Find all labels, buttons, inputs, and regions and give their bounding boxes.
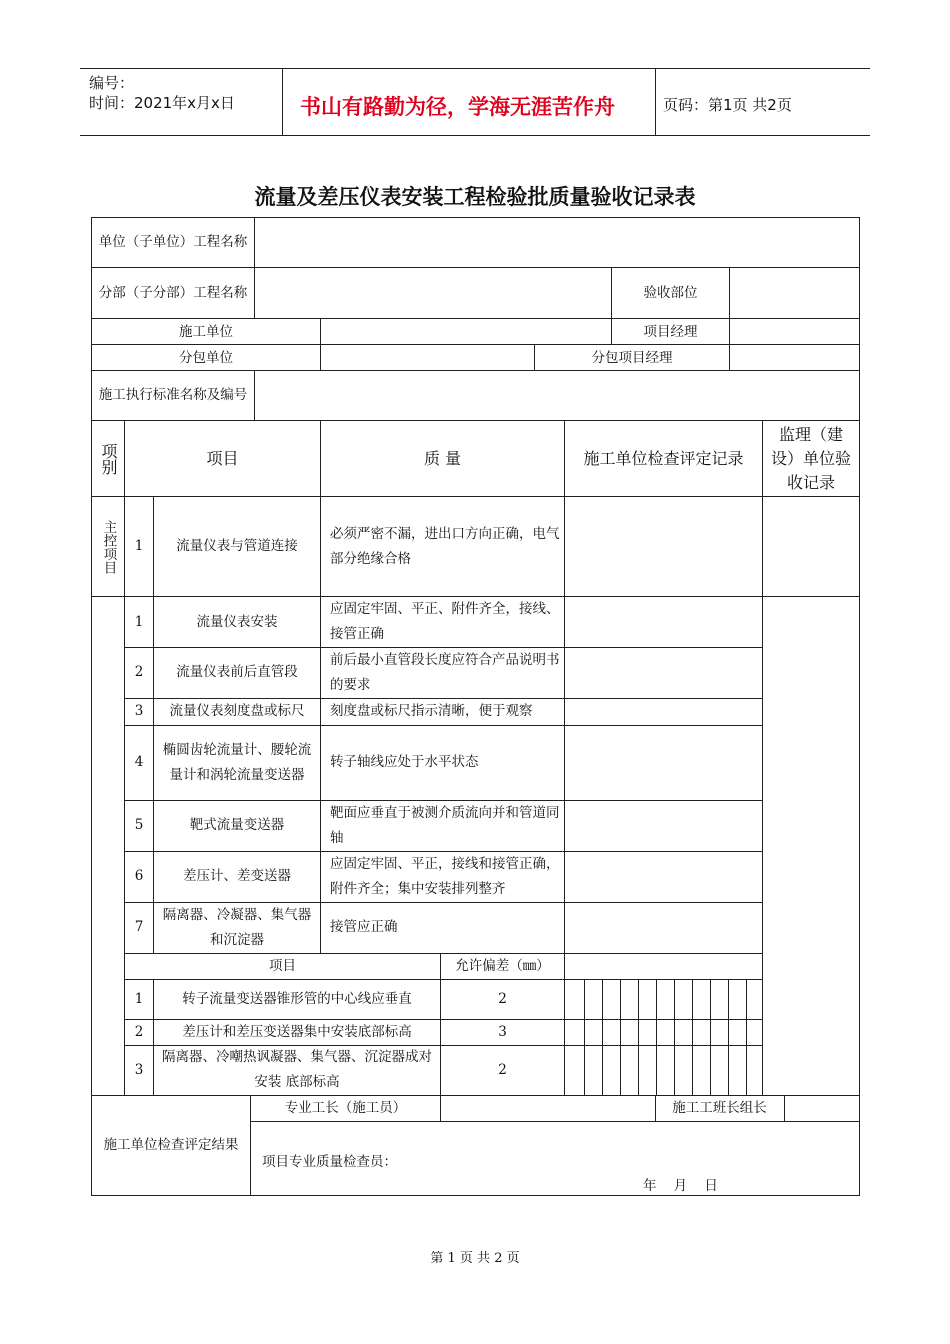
tolerance-row-value: 3 — [498, 1023, 507, 1040]
tolerance-row-value: 2 — [498, 1061, 507, 1078]
subcontract-manager-label: 分包项目经理 — [591, 349, 673, 366]
result-label: 施工单位检查评定结果 — [103, 1137, 239, 1153]
grid-line — [656, 979, 657, 1096]
grid-line — [440, 1095, 441, 1122]
supervision-record-header: 监理（建设）单位验收记录 — [770, 424, 851, 492]
general-item-name: 流量仪表安装 — [196, 613, 278, 630]
construction-record-header: 施工单位检查评定记录 — [583, 449, 744, 468]
tolerance-row-no: 1 — [134, 990, 144, 1007]
grid-line — [602, 979, 603, 1096]
construction-unit-label: 施工单位 — [179, 323, 233, 340]
general-item-name: 流量仪表刻度盘或标尺 — [169, 703, 305, 719]
grid-line — [638, 979, 639, 1096]
inspector-label: 项目专业质量检查员： — [262, 1154, 397, 1170]
general-item-name: 流量仪表前后直管段 — [176, 664, 298, 680]
grid-line — [254, 370, 255, 421]
general-item-quality: 靶面应垂直于被测介质流向并和管道同轴 — [330, 804, 560, 846]
tolerance-row-value: 2 — [498, 990, 507, 1007]
general-item-name: 隔离器、冷凝器、集气器和沉淀器 — [162, 906, 312, 948]
grid-line — [728, 979, 729, 1096]
main-control-item: 流量仪表与管道连接 — [176, 538, 298, 554]
general-item-name: 靶式流量变送器 — [189, 817, 285, 833]
grid-line — [91, 1195, 860, 1196]
document-code-label: 编号： — [89, 74, 135, 92]
page-info: 页码：第1页 共2页 — [663, 96, 792, 114]
grid-line — [746, 979, 747, 1096]
grid-line — [692, 979, 693, 1096]
accept-location-label: 验收部位 — [643, 284, 698, 301]
sub-project-name-label: 分部（子分部）工程名称 — [98, 284, 248, 301]
foreman-label: 专业工长（施工员） — [284, 1100, 407, 1116]
grid-line — [729, 267, 730, 371]
quality-header: 质 量 — [423, 449, 462, 468]
grid-line — [762, 420, 763, 1096]
page-footer: 第 1 页 共 2 页 — [430, 1251, 520, 1266]
tolerance-row-no: 2 — [134, 1023, 144, 1040]
general-item-no: 5 — [134, 817, 144, 833]
main-control-no: 1 — [134, 538, 144, 554]
general-item-quality: 前后最小直管段长度应符合产品说明书的要求 — [330, 651, 560, 693]
team-leader-label: 施工工班长组长 — [672, 1100, 767, 1116]
general-item-quality: 应固定牢固、平正，接线和接管正确，附件齐全；集中安装排列整齐 — [330, 855, 560, 897]
grid-line — [564, 420, 565, 1096]
main-control-quality: 必须严密不漏，进出口方向正确，电气部分绝缘合格 — [330, 525, 560, 567]
general-item-quality: 接管应正确 — [330, 919, 398, 935]
tolerance-row-item: 隔离器、冷嘲热讽凝器、集气器、沉淀器成对安装 底部标高 — [162, 1049, 432, 1090]
tolerance-item-header: 项目 — [269, 958, 296, 974]
result-date: 年 月 日 — [643, 1178, 718, 1194]
general-item-no: 6 — [134, 868, 144, 884]
general-item-quality: 应固定牢固、平正、附件齐全，接线、接管正确 — [330, 601, 560, 642]
general-item-name: 椭圆齿轮流量计、腰轮流量计和涡轮流量变送器 — [162, 741, 312, 783]
grid-line — [584, 979, 585, 1096]
page-title: 流量及差压仪表安装工程检验批质量验收记录表 — [254, 185, 696, 209]
grid-line — [859, 217, 860, 1196]
unit-project-name-label: 单位（子单位）工程名称 — [98, 234, 248, 250]
general-item-no: 7 — [134, 919, 144, 935]
general-item-no: 1 — [134, 613, 144, 630]
item-header: 项目 — [206, 449, 239, 468]
grid-line — [784, 1095, 785, 1122]
grid-line — [620, 979, 621, 1096]
tolerance-row-item: 转子流量变送器锥形管的中心线应垂直 — [182, 990, 412, 1007]
project-manager-label: 项目经理 — [643, 323, 698, 340]
general-item-no: 3 — [134, 703, 144, 719]
grid-line — [710, 979, 711, 1096]
grid-line — [674, 979, 675, 1096]
grid-line — [320, 318, 321, 371]
general-item-name: 差压计、差变送器 — [183, 868, 291, 884]
general-item-quality: 刻度盘或标尺指示清晰，便于观察 — [330, 703, 533, 719]
document-time: 时间：2021年x月x日 — [89, 94, 235, 112]
general-item-no: 4 — [134, 754, 144, 770]
grid-line — [254, 217, 255, 319]
main-control-label: 主控项目 — [100, 519, 117, 574]
general-item-no: 2 — [134, 664, 144, 680]
category-header: 项别 — [99, 442, 118, 475]
general-item-quality: 转子轴线应处于水平状态 — [330, 754, 479, 770]
motto-slogan: 书山有路勤为径，学海无涯苦作舟 — [300, 95, 615, 119]
grid-line — [250, 1121, 860, 1122]
tolerance-row-item: 差压计和差压变送器集中安装底部标高 — [182, 1023, 412, 1040]
subcontract-unit-label: 分包单位 — [179, 349, 233, 366]
tolerance-row-no: 3 — [134, 1061, 144, 1078]
standard-name-label: 施工执行标准名称及编号 — [98, 387, 248, 403]
tolerance-deviation-header: 允许偏差（㎜） — [455, 958, 550, 974]
